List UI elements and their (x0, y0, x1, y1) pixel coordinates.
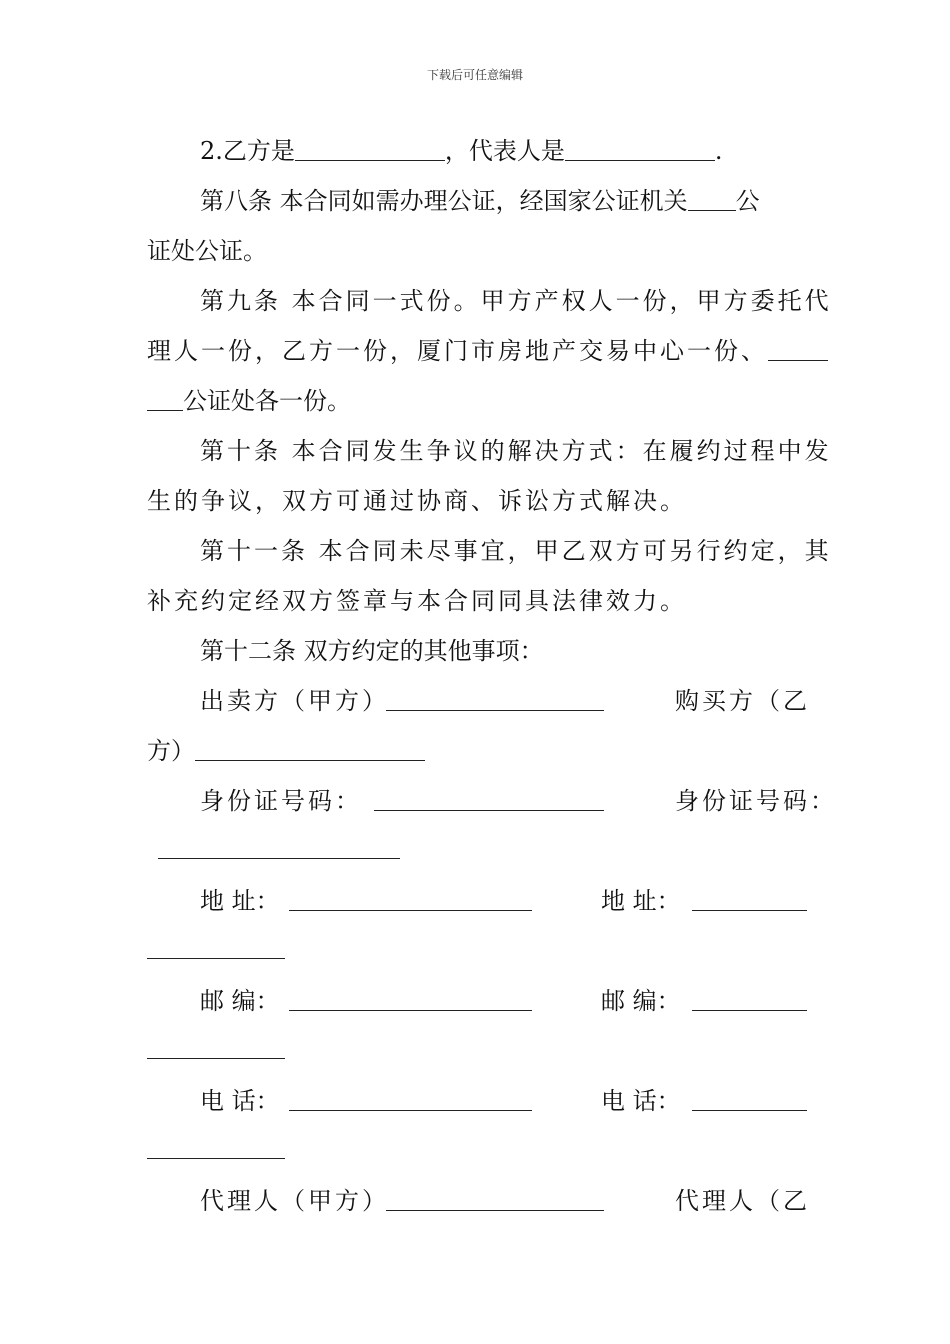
seller-agent-label: 代理人（甲方） (200, 1187, 389, 1215)
article-10-line-2: 生的争议，双方可通过协商、诉讼方式解决。 (147, 487, 687, 515)
buyer-postcode-blank-1[interactable] (692, 1010, 807, 1011)
article-8-text: 第八条 本合同如需办理公证，经国家公证机关 (200, 187, 688, 215)
party-b-label: 2.乙方是 (200, 137, 295, 165)
seller-agent-blank[interactable] (386, 1210, 604, 1211)
article-12-line: 第十二条 双方约定的其他事项： (200, 637, 544, 665)
notary-blank[interactable] (688, 188, 736, 211)
seller-phone-label: 电 话： (200, 1087, 280, 1115)
buyer-phone-blank-2[interactable] (147, 1158, 285, 1159)
buyer-phone-blank-1[interactable] (692, 1110, 807, 1111)
article-9-line-1: 第九条 本合同一式份。甲方产权人一份，甲方委托代 (200, 287, 832, 315)
seller-blank[interactable] (386, 710, 604, 711)
seller-id-label: 身份证号码： (200, 787, 362, 815)
seller-postcode-label: 邮 编： (200, 987, 280, 1015)
article-11-line-1: 第十一条 本合同未尽事宜，甲乙双方可另行约定，其 (200, 537, 832, 565)
article-8-line-2: 证处公证。 (147, 237, 267, 265)
seller-label: 出卖方（甲方） (200, 687, 389, 715)
article-9-text-end: 公证处各一份。 (183, 387, 351, 415)
buyer-phone-label: 电 话： (601, 1087, 681, 1115)
period: . (714, 137, 723, 165)
party-b-line (200, 134, 807, 168)
article-9-line-2 (147, 334, 807, 368)
seller-id-blank[interactable] (374, 810, 604, 811)
buyer-label: 购买方（乙 (675, 687, 810, 715)
representative-blank[interactable] (565, 138, 715, 161)
party-b-blank[interactable] (295, 138, 445, 161)
representative-label: ，代表人是 (444, 137, 565, 165)
buyer-id-label: 身份证号码： (675, 787, 837, 815)
article-10-line-1: 第十条 本合同发生争议的解决方式：在履约过程中发 (200, 437, 832, 465)
article-8-line-1 (200, 184, 807, 218)
buyer-address-blank-1[interactable] (692, 910, 807, 911)
article-9-line-3 (147, 384, 807, 418)
seller-address-blank[interactable] (289, 910, 532, 911)
buyer-address-label: 地 址： (601, 887, 681, 915)
seller-address-label: 地 址： (200, 887, 280, 915)
notary-office-blank-2[interactable] (147, 388, 183, 411)
seller-postcode-blank[interactable] (289, 1010, 532, 1011)
article-9-text: 理人一份，乙方一份，厦门市房地产交易中心一份、 (147, 337, 768, 365)
article-11-line-2: 补充约定经双方签章与本合同同具法律效力。 (147, 587, 687, 615)
article-8-text-end: 公 (735, 187, 760, 215)
buyer-label-cont: 方） (147, 737, 195, 765)
page-header: 下载后可任意编辑 (426, 68, 523, 82)
buyer-postcode-label: 邮 编： (601, 987, 681, 1015)
seller-phone-blank[interactable] (289, 1110, 532, 1111)
buyer-id-blank[interactable] (158, 858, 400, 859)
buyer-agent-label: 代理人（乙 (675, 1187, 810, 1215)
notary-office-blank-1[interactable] (768, 338, 828, 361)
buyer-blank[interactable] (195, 760, 425, 761)
buyer-postcode-blank-2[interactable] (147, 1058, 285, 1059)
buyer-address-blank-2[interactable] (147, 958, 285, 959)
